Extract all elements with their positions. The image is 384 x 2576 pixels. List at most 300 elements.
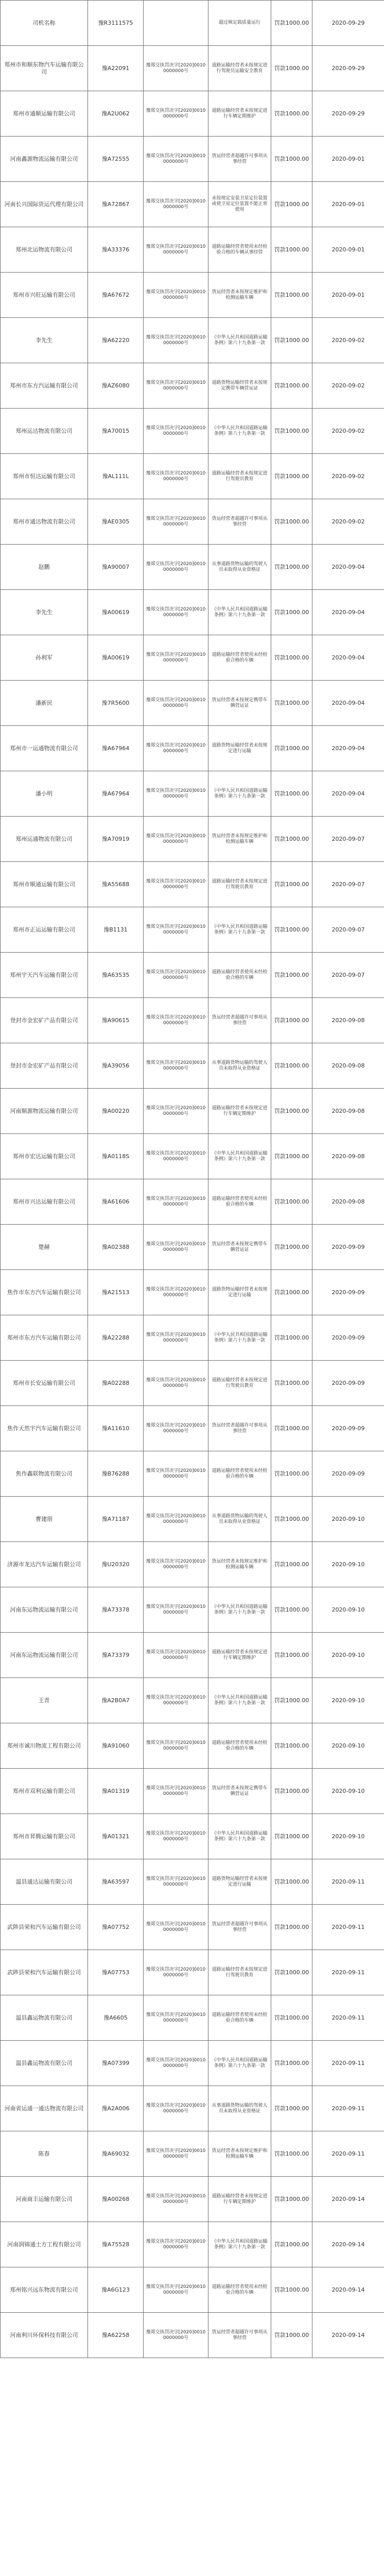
basis-cell: 豫郑交执罚决字[2020]00100000000号 (144, 590, 208, 635)
penalty-cell: 罚款1000.00 (271, 2222, 312, 2267)
date-cell: 2020-09-10 (312, 1723, 384, 1769)
date-cell: 2020-09-14 (312, 2313, 384, 2358)
party-cell: 李先生 (1, 318, 88, 363)
date-cell: 2020-09-08 (312, 1043, 384, 1089)
table-row (1, 681, 384, 726)
party-cell: 郑州市一运通物流有限公司 (1, 726, 88, 771)
basis-cell: 豫郑交执罚决字[2020]00100000000号 (144, 182, 208, 227)
penalty-cell: 罚款1000.00 (271, 1723, 312, 1769)
violation-cell: 未按规定安装卫星定位装置或使卫星定位装置不能正常使用 (208, 182, 271, 227)
penalty-cell: 罚款1000.00 (271, 137, 312, 182)
penalty-cell: 罚款1000.00 (271, 2177, 312, 2222)
basis-cell: 豫郑交执罚决字[2020]00100000000号 (144, 1089, 208, 1134)
violation-cell: 《中华人民共和国道路运输条例》第六十九条第一款 (208, 771, 271, 817)
violation-cell: 货运经营者未按规定携带车辆营运证 (208, 1225, 271, 1270)
party-cell: 河南利川环保科技有限公司 (1, 2313, 88, 2358)
violation-cell: 道路货物运输经营者未按规定携带车辆营运证 (208, 363, 271, 409)
party-cell: 河南鑫源物流运输有限公司 (1, 137, 88, 182)
date-cell: 2020-09-04 (312, 590, 384, 635)
penalty-cell: 罚款1000.00 (271, 953, 312, 998)
basis-cell: 豫郑交执罚决字[2020]00100000000号 (144, 499, 208, 545)
party-cell: 潘小明 (1, 771, 88, 817)
plate-cell: 豫A00619 (88, 635, 144, 681)
date-cell: 2020-09-07 (312, 907, 384, 953)
basis-cell (144, 1, 208, 46)
basis-cell: 豫郑交执罚决字[2020]00100000000号 (144, 2313, 208, 2358)
violation-cell: 道路运输经营者使用未经检验合格的车辆 (208, 635, 271, 681)
date-cell: 2020-09-02 (312, 454, 384, 499)
plate-cell: 豫A63597 (88, 1859, 144, 1905)
plate-cell: 豫A90007 (88, 545, 144, 590)
penalty-cell: 罚款1000.00 (271, 1995, 312, 2041)
plate-cell: 豫A55688 (88, 862, 144, 907)
violation-cell: 道路运输经营者使用未经检验合格的车辆 (208, 2267, 271, 2313)
plate-cell: 豫B1131 (88, 907, 144, 953)
plate-cell: 豫A62258 (88, 2313, 144, 2358)
violation-cell: 道路运输经营者未按规定进行驾驶员运输安全教育 (208, 46, 271, 91)
table-row (1, 1497, 384, 1542)
basis-cell: 豫郑交执罚决字[2020]00100000000号 (144, 1950, 208, 1995)
violation-cell: 道路货物运输经营者未按规定进行运输 (208, 1270, 271, 1315)
basis-cell: 豫郑交执罚决字[2020]00100000000号 (144, 2041, 208, 2086)
table-row (1, 454, 384, 499)
party-cell: 郑州市诚川物流工程有限公司 (1, 1723, 88, 1769)
plate-cell: 豫A00268 (88, 2177, 144, 2222)
basis-cell: 豫郑交执罚决字[2020]00100000000号 (144, 1043, 208, 1089)
date-cell: 2020-09-14 (312, 2177, 384, 2222)
violation-cell: 《中华人民共和国道路运输条例》第六十九条第一款 (208, 1134, 271, 1179)
party-cell: 河南顺源物流运输有限公司 (1, 1089, 88, 1134)
basis-cell: 豫郑交执罚决字[2020]00100000000号 (144, 1633, 208, 1678)
date-cell: 2020-09-10 (312, 1542, 384, 1587)
party-cell: 郑州市正运运输有限公司 (1, 907, 88, 953)
party-cell: 曹建朋 (1, 1497, 88, 1542)
basis-cell: 豫郑交执罚决字[2020]00100000000号 (144, 2131, 208, 2177)
violation-cell: 货运经营者超越许可事项从事经营 (208, 1406, 271, 1451)
plate-cell: 豫A67964 (88, 726, 144, 771)
table-row (1, 2222, 384, 2267)
violation-cell: 道路运输经营者使用未经检验合格的车辆 (208, 1451, 271, 1497)
basis-cell: 豫郑交执罚决字[2020]00100000000号 (144, 227, 208, 273)
penalty-cell: 罚款1000.00 (271, 1179, 312, 1225)
table-row (1, 1587, 384, 1633)
table-row (1, 1406, 384, 1451)
basis-cell: 豫郑交执罚决字[2020]00100000000号 (144, 681, 208, 726)
plate-cell: 豫A63535 (88, 953, 144, 998)
party-cell: 郑州运通物流有限公司 (1, 817, 88, 862)
violation-cell: 《中华人民共和国道路运输条例》第六十九条第一款 (208, 318, 271, 363)
table-row (1, 1451, 384, 1497)
plate-cell: 豫A90615 (88, 998, 144, 1043)
table-row (1, 1633, 384, 1678)
violation-cell: 道路运输经营者未按规定进行车辆定期维护 (208, 2177, 271, 2222)
violation-cell: 从事道路货物运输的驾驶人员未取得从业资格证 (208, 545, 271, 590)
party-cell: 陈春 (1, 2131, 88, 2177)
basis-cell: 豫郑交执罚决字[2020]00100000000号 (144, 1587, 208, 1633)
plate-cell: 豫AZ6080 (88, 363, 144, 409)
violation-cell: 道路运输经营者使用未经检验合格的车辆 (208, 1179, 271, 1225)
violation-cell: 货运经营者超越许可事项从事经营 (208, 1905, 271, 1950)
table-row (1, 409, 384, 454)
penalty-cell: 罚款1000.00 (271, 1043, 312, 1089)
violation-cell: 道路货物运输经营者未按规定进行运输 (208, 726, 271, 771)
violation-cell: 道路运输经营者使用未经检验合格的车辆 (208, 953, 271, 998)
date-cell: 2020-09-04 (312, 726, 384, 771)
violation-cell: 货运经营者未按规定携带车辆营运证 (208, 681, 271, 726)
date-cell: 2020-09-07 (312, 817, 384, 862)
table-row (1, 862, 384, 907)
table-row (1, 1225, 384, 1270)
party-cell: 焦作鑫联物流有限公司 (1, 1451, 88, 1497)
plate-cell: 豫A2U062 (88, 91, 144, 137)
table-row (1, 1315, 384, 1361)
date-cell: 2020-09-09 (312, 1315, 384, 1361)
party-cell: 登封市金宏矿产品有限公司 (1, 998, 88, 1043)
date-cell: 2020-09-10 (312, 1678, 384, 1723)
plate-cell: 豫A00220 (88, 1089, 144, 1134)
plate-cell: 豫A0118S (88, 1134, 144, 1179)
violation-cell: 货运经营者未按规定维护和检测运输车辆 (208, 1542, 271, 1587)
penalty-cell: 罚款1000.00 (271, 318, 312, 363)
party-cell: 温县鑫运物流有限公司 (1, 1995, 88, 2041)
table-row (1, 1361, 384, 1406)
date-cell: 2020-09-02 (312, 409, 384, 454)
basis-cell: 豫郑交执罚决字[2020]00100000000号 (144, 273, 208, 318)
table-row (1, 1542, 384, 1587)
basis-cell: 豫郑交执罚决字[2020]00100000000号 (144, 998, 208, 1043)
penalty-cell: 罚款1000.00 (271, 91, 312, 137)
violation-cell: 《中华人民共和国道路运输条例》第六十九条第一款 (208, 2222, 271, 2267)
party-cell: 济源市龙达汽车运输有限公司 (1, 1542, 88, 1587)
date-cell: 2020-09-01 (312, 137, 384, 182)
basis-cell: 豫郑交执罚决字[2020]00100000000号 (144, 1451, 208, 1497)
penalty-cell: 罚款1000.00 (271, 182, 312, 227)
plate-cell: 豫A2B0A7 (88, 1678, 144, 1723)
party-cell: 郑州市东方汽车运输有限公司 (1, 1315, 88, 1361)
plate-cell: 豫A01321 (88, 1814, 144, 1859)
party-cell: 武陟县荣和汽车运输有限公司 (1, 1905, 88, 1950)
basis-cell: 豫郑交执罚决字[2020]00100000000号 (144, 1225, 208, 1270)
basis-cell: 豫郑交执罚决字[2020]00100000000号 (144, 726, 208, 771)
party-cell: 司机名称 (1, 1, 88, 46)
party-cell: 河南省运通一通达物流有限公司 (1, 2086, 88, 2131)
penalty-cell: 罚款1000.00 (271, 998, 312, 1043)
plate-cell: 豫A22091 (88, 46, 144, 91)
date-cell: 2020-09-09 (312, 1225, 384, 1270)
party-cell: 郑州市东方汽运输有限公司 (1, 363, 88, 409)
table-row (1, 1769, 384, 1814)
basis-cell: 豫郑交执罚决字[2020]00100000000号 (144, 1270, 208, 1315)
penalty-cell: 罚款1000.00 (271, 726, 312, 771)
basis-cell: 豫郑交执罚决字[2020]00100000000号 (144, 1814, 208, 1859)
violation-cell: 道路运输经营者未按规定进行驾驶员教育 (208, 862, 271, 907)
table-row (1, 953, 384, 998)
plate-cell: 豫A67672 (88, 273, 144, 318)
party-cell: 赵鹏 (1, 545, 88, 590)
basis-cell: 豫郑交执罚决字[2020]00100000000号 (144, 363, 208, 409)
party-cell: 郑州市和顺东物汽车运输有限公司 (1, 46, 88, 91)
violation-cell: 货运经营者超越许可事项从事经营 (208, 2313, 271, 2358)
plate-cell: 豫A39056 (88, 1043, 144, 1089)
penalty-cell: 罚款1000.00 (271, 862, 312, 907)
table-row (1, 907, 384, 953)
basis-cell: 豫郑交执罚决字[2020]00100000000号 (144, 862, 208, 907)
penalty-cell: 罚款1000.00 (271, 817, 312, 862)
party-cell: 焦作市东方汽车运输有限公司 (1, 1270, 88, 1315)
date-cell: 2020-09-08 (312, 1134, 384, 1179)
plate-cell: 豫A70919 (88, 817, 144, 862)
party-cell: 郑州市兴达运输有限公司 (1, 1179, 88, 1225)
plate-cell: 豫A02288 (88, 1361, 144, 1406)
penalty-cell: 罚款1000.00 (271, 635, 312, 681)
violation-cell: 道路运输经营者未按规定进行驾驶员教育 (208, 1361, 271, 1406)
date-cell: 2020-09-09 (312, 1361, 384, 1406)
date-cell: 2020-09-11 (312, 2041, 384, 2086)
penalty-cell: 罚款1000.00 (271, 2267, 312, 2313)
penalty-cell: 罚款1000.00 (271, 1361, 312, 1406)
date-cell: 2020-09-04 (312, 771, 384, 817)
plate-cell: 豫A70015 (88, 409, 144, 454)
violation-cell: 《中华人民共和国道路运输条例》第六十九条第一款 (208, 907, 271, 953)
party-cell: 郑州市恒达运输有限公司 (1, 454, 88, 499)
date-cell: 2020-09-10 (312, 1769, 384, 1814)
penalty-cell: 罚款1000.00 (271, 1497, 312, 1542)
date-cell: 2020-09-09 (312, 1406, 384, 1451)
table-row (1, 1814, 384, 1859)
plate-cell: 豫A2A006 (88, 2086, 144, 2131)
date-cell: 2020-09-11 (312, 2086, 384, 2131)
violation-cell: 《中华人民共和国道路运输条例》第六十九条第一款 (208, 1587, 271, 1633)
plate-cell: 豫A73379 (88, 1633, 144, 1678)
plate-cell: 豫U20320 (88, 1542, 144, 1587)
violation-cell: 道路运输经营者使用未经检验合格的车辆从事经营 (208, 227, 271, 273)
table-row (1, 1089, 384, 1134)
date-cell: 2020-09-08 (312, 1179, 384, 1225)
date-cell: 2020-09-01 (312, 227, 384, 273)
penalty-cell: 罚款1000.00 (271, 1451, 312, 1497)
plate-cell: 豫A02388 (88, 1225, 144, 1270)
table-row (1, 499, 384, 545)
violation-cell: 道路运输经营者未按规定进行车辆定期维护 (208, 1089, 271, 1134)
date-cell: 2020-09-02 (312, 499, 384, 545)
table-row (1, 227, 384, 273)
date-cell: 2020-09-10 (312, 1587, 384, 1633)
table-row (1, 817, 384, 862)
violation-cell: 道路货物运输经营者未按规定进行运输 (208, 1859, 271, 1905)
violation-cell: 《中华人民共和国道路运输条例》第六十九条第一款 (208, 1678, 271, 1723)
plate-cell: 豫A33376 (88, 227, 144, 273)
violation-cell: 《中华人民共和国道路运输条例》第六十九条第一款 (208, 1315, 271, 1361)
basis-cell: 豫郑交执罚决字[2020]00100000000号 (144, 1179, 208, 1225)
date-cell: 2020-09-11 (312, 1950, 384, 1995)
plate-cell: 豫A07752 (88, 1905, 144, 1950)
basis-cell: 豫郑交执罚决字[2020]00100000000号 (144, 1315, 208, 1361)
table-row (1, 2131, 384, 2177)
party-cell: 孙利军 (1, 635, 88, 681)
violation-cell: 货运经营者超越许可事项从事经营 (208, 499, 271, 545)
penalty-cell: 罚款1000.00 (271, 1134, 312, 1179)
party-cell: 登封市金宏矿产品有限公司 (1, 1043, 88, 1089)
penalty-cell: 罚款1000.00 (271, 545, 312, 590)
basis-cell: 豫郑交执罚决字[2020]00100000000号 (144, 46, 208, 91)
plate-cell: 豫A72555 (88, 137, 144, 182)
date-cell: 2020-09-04 (312, 545, 384, 590)
penalty-cell: 罚款1000.00 (271, 227, 312, 273)
date-cell: 2020-09-11 (312, 2131, 384, 2177)
violation-cell: 道路运输经营者使用未经检验合格的车辆 (208, 1723, 271, 1769)
basis-cell: 豫郑交执罚决字[2020]00100000000号 (144, 1406, 208, 1451)
date-cell: 2020-09-09 (312, 1270, 384, 1315)
table-row (1, 182, 384, 227)
basis-cell: 豫郑交执罚决字[2020]00100000000号 (144, 2267, 208, 2313)
party-cell: 郑州市长安运输有限公司 (1, 1361, 88, 1406)
table-row (1, 2267, 384, 2313)
table-row (1, 545, 384, 590)
penalty-cell: 罚款1000.00 (271, 590, 312, 635)
table-row (1, 363, 384, 409)
penalty-cell: 罚款1000.00 (271, 907, 312, 953)
plate-cell: 豫R3111575 (88, 1, 144, 46)
table-row (1, 635, 384, 681)
date-cell: 2020-09-11 (312, 1995, 384, 2041)
basis-cell: 豫郑交执罚决字[2020]00100000000号 (144, 91, 208, 137)
violation-cell: 道路运输经营者未按规定进行驾驶员教育 (208, 454, 271, 499)
penalty-cell: 罚款1000.00 (271, 1225, 312, 1270)
party-cell: 郑州运达物流有限公司 (1, 409, 88, 454)
plate-cell: 豫A73378 (88, 1587, 144, 1633)
penalty-cell: 罚款1000.00 (271, 454, 312, 499)
basis-cell: 豫郑交执罚决字[2020]00100000000号 (144, 1542, 208, 1587)
penalty-cell: 罚款1000.00 (271, 499, 312, 545)
plate-cell: 豫A21513 (88, 1270, 144, 1315)
violation-cell: 从事道路货物运输的驾驶人员未取得从业资格证 (208, 1043, 271, 1089)
violation-cell: 道路运输经营者未按规定进行驾驶员教育 (208, 1950, 271, 1995)
penalty-cell: 罚款1000.00 (271, 2086, 312, 2131)
table-row (1, 2177, 384, 2222)
plate-cell: 豫A6605 (88, 1995, 144, 2041)
penalty-cell: 罚款1000.00 (271, 1, 312, 46)
party-cell: 潘新民 (1, 681, 88, 726)
table-row (1, 46, 384, 91)
table-row (1, 1179, 384, 1225)
basis-cell: 豫郑交执罚决字[2020]00100000000号 (144, 1134, 208, 1179)
party-cell: 河南东运物流运输有限公司 (1, 1587, 88, 1633)
date-cell: 2020-09-08 (312, 1089, 384, 1134)
plate-cell: 豫A00619 (88, 590, 144, 635)
penalty-cell: 罚款1000.00 (271, 1542, 312, 1587)
party-cell: 郑州市宏达运输有限公司 (1, 1134, 88, 1179)
violation-cell: 货运经营者未按规定携带车辆营运证 (208, 1769, 271, 1814)
table-row (1, 1950, 384, 1995)
plate-cell: 豫AE0305 (88, 499, 144, 545)
plate-cell: 豫A69032 (88, 2131, 144, 2177)
basis-cell: 豫郑交执罚决字[2020]00100000000号 (144, 1905, 208, 1950)
table-row (1, 1, 384, 46)
table-row (1, 998, 384, 1043)
party-cell: 河南东运物流运输有限公司 (1, 1633, 88, 1678)
violation-cell: 《中华人民共和国道路运输条例》第六十九条第一款 (208, 409, 271, 454)
basis-cell: 豫郑交执罚决字[2020]00100000000号 (144, 817, 208, 862)
plate-cell: 豫A62220 (88, 318, 144, 363)
party-cell: 郑州市顺通运输有限公司 (1, 862, 88, 907)
table-row (1, 2313, 384, 2358)
plate-cell: 豫AL111L (88, 454, 144, 499)
penalty-cell: 罚款1000.00 (271, 2313, 312, 2358)
violation-cell: 从事道路货物运输的驾驶人员未取得从业资格证 (208, 1497, 271, 1542)
plate-cell: 豫A72867 (88, 182, 144, 227)
table-row (1, 1678, 384, 1723)
basis-cell: 豫郑交执罚决字[2020]00100000000号 (144, 1497, 208, 1542)
table-row (1, 1134, 384, 1179)
plate-cell: 豫A07399 (88, 2041, 144, 2086)
penalty-cell: 罚款1000.00 (271, 1905, 312, 1950)
date-cell: 2020-09-01 (312, 273, 384, 318)
penalty-cell: 罚款1000.00 (271, 1678, 312, 1723)
plate-cell: 豫A22288 (88, 1315, 144, 1361)
basis-cell: 豫郑交执罚决字[2020]00100000000号 (144, 1769, 208, 1814)
violation-cell: 道路运输经营者未按规定进行车辆定期维护 (208, 1633, 271, 1678)
table-row (1, 2086, 384, 2131)
penalty-cell: 罚款1000.00 (271, 273, 312, 318)
party-cell: 郑州宇天汽车运输有限公司 (1, 953, 88, 998)
basis-cell: 豫郑交执罚决字[2020]00100000000号 (144, 409, 208, 454)
violation-cell: 货运经营者未按规定维护和检测运输车辆 (208, 2131, 271, 2177)
date-cell: 2020-09-04 (312, 681, 384, 726)
penalty-cell: 罚款1000.00 (271, 1270, 312, 1315)
party-cell: 郑州市兴旺运输有限公司 (1, 273, 88, 318)
violation-cell: 《中华人民共和国道路运输条例》第六十九条第一款 (208, 2041, 271, 2086)
plate-cell: 豫B76288 (88, 1451, 144, 1497)
party-cell: 郑州市通达物流有限公司 (1, 499, 88, 545)
violation-cell: 道路运输经营者未按规定进行车辆定期维护 (208, 91, 271, 137)
basis-cell: 豫郑交执罚决字[2020]00100000000号 (144, 2177, 208, 2222)
basis-cell: 豫郑交执罚决字[2020]00100000000号 (144, 2086, 208, 2131)
plate-cell: 豫A71187 (88, 1497, 144, 1542)
basis-cell: 豫郑交执罚决字[2020]00100000000号 (144, 1995, 208, 2041)
date-cell: 2020-09-10 (312, 1497, 384, 1542)
table-row (1, 91, 384, 137)
date-cell: 2020-09-29 (312, 1, 384, 46)
basis-cell: 豫郑交执罚决字[2020]00100000000号 (144, 907, 208, 953)
basis-cell: 豫郑交执罚决字[2020]00100000000号 (144, 1859, 208, 1905)
party-cell: 郑州市昇腾运输有限公司 (1, 1814, 88, 1859)
table-row (1, 137, 384, 182)
date-cell: 2020-09-10 (312, 1814, 384, 1859)
date-cell: 2020-09-07 (312, 953, 384, 998)
penalty-cell: 罚款1000.00 (271, 1814, 312, 1859)
party-cell: 河南长兴国际货运代理有限公司 (1, 182, 88, 227)
party-cell: 郑州市双利运输有限公司 (1, 1769, 88, 1814)
plate-cell: 豫A75528 (88, 2222, 144, 2267)
basis-cell: 豫郑交执罚决字[2020]00100000000号 (144, 1723, 208, 1769)
party-cell: 温县通达运输有限公司 (1, 1859, 88, 1905)
violation-cell: 道路运输经营者使用未经检验合格的车辆 (208, 1995, 271, 2041)
violation-cell: 货运经营者超越许可事项从事经营 (208, 137, 271, 182)
basis-cell: 豫郑交执罚决字[2020]00100000000号 (144, 318, 208, 363)
penalty-cell: 罚款1000.00 (271, 1859, 312, 1905)
basis-cell: 豫郑交执罚决字[2020]00100000000号 (144, 953, 208, 998)
table-row (1, 1270, 384, 1315)
date-cell: 2020-09-04 (312, 635, 384, 681)
table-row (1, 771, 384, 817)
plate-cell: 豫A61606 (88, 1179, 144, 1225)
penalty-table-body (1, 1, 384, 2358)
basis-cell: 豫郑交执罚决字[2020]00100000000号 (144, 137, 208, 182)
violation-cell: 《中华人民共和国道路运输条例》第六十九条第一款 (208, 590, 271, 635)
party-cell: 楚赫 (1, 1225, 88, 1270)
plate-cell: 豫A11610 (88, 1406, 144, 1451)
violation-cell: 货运经营者未按规定维护和检测运输车辆 (208, 273, 271, 318)
